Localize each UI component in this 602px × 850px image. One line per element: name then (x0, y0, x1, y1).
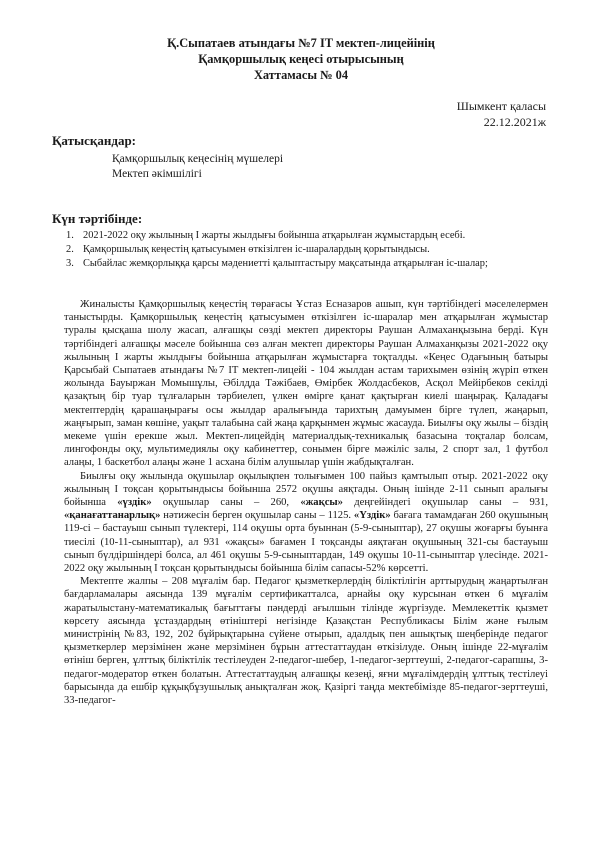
place-city: Шымкент қаласы (456, 99, 546, 113)
protocol-date: 22.12.2021ж (483, 115, 546, 129)
participant-council-members: Қамқоршылық кеңесінің мүшелері (112, 153, 284, 165)
agenda-item-number: 1. (66, 230, 74, 241)
agenda-list (66, 229, 566, 271)
agenda-heading: Күн тәртібінде: (52, 211, 143, 226)
agenda-item (66, 229, 566, 242)
agenda-item (66, 243, 566, 256)
participant-administration: Мектеп әкімшілігі (112, 168, 202, 180)
text-segment: бағага тамамдаған 260 оқушының 119-сі – бастауыш сынып түлектері, 114 оқушы орта буыннан (5-9-сыныптар), 27 оқушы жоғарғы буынға тиесілі (10-11-сыныптар), ал 931 «жақсы» бағамен I тоқсанды аяқтаған оқушының 321-сы бастауыш сынып бүлдіршіндері болса, ал 461 оқушы 5-9-сыныптардан, 149 оқушы 10-11-сыныптар үлесінде. 2021-2022 оқу жылының I тоқсан қорытындысы бойынша білім сапасы-52% көрсетті. (64, 510, 549, 575)
title-line-protocol: Хаттамасы № 04 (253, 68, 349, 82)
title-line-council: Қамқоршылық кеңесі отырысының (198, 52, 404, 66)
text-segment: Биылғы оқу жылында оқушылар оқылықпен толығымен 100 пайыз қамтылып отыр. 2021-2022 оқу жылының I тоқсан қорытындысы бойынша 2572 оқушы аяқтады. Оның ішінде 2-11 сынып аралығы бойынша (64, 470, 548, 509)
text-segment: нәтижесін берген оқушылар саны – 1125. (160, 510, 354, 522)
agenda-item-text: Қамқоршылық кеңестің қатысуымен өткізілген іс-шаралардың қорытындысы. (83, 244, 430, 255)
agenda-item (66, 257, 566, 270)
title-line-school: Қ.Сыпатаев атындағы №7 IT мектеп-лицейінің (167, 36, 435, 50)
agenda-item-text: Сыбайлас жемқорлыққа қарсы мәдениетті қалыптастыру мақсатында атқарылған іс-шалар; (83, 258, 488, 269)
agenda-item-number: 3. (66, 258, 74, 269)
text-segment: оқушылар саны – 260, (151, 497, 301, 509)
paragraph-teachers: Мектепте жалпы – 208 мұғалім бар. Педагог қызметкерлердің біліктілігін арттырудың жаңартылған бағдарламалары аясында 139 мұғалім сертификатталса, арнайы оқу курсынан өткен 6 мұғалім жаратылыстану-математикалық бағыттағы пәндерді ағылшын тілінде жүргізуде. Мемлекеттік қызмет көрсету аясында ұстаздардың өтініштері негізінде Қазақстан Республикасы Білім және ғылым министрінің №83, 192, 202 бұйрықтарына сүйене отырып, адалдық пен ашықтық шеңберінде педагог қызметкерлер мерзімінен және мерзімінен бұрын аттестаттаудан өткізілуде. Оның ішінде 22-мұғалім өтініш берген, ұлттық біліктілік тестілеуден 2-педагог-шебер, 1-педагог-зерттеуші, 2-педагог-сарапшы, 3-педагог-модератор өткен болатын. Аттестаттаудың алғашқы кезеңі, яғни мұғалімдердің ұлттық тестілеуі барысында да ешбір құқықбұзушылық анықталған жоқ. Қазіргі таңда мектебімізде 85-педагог-зерттеуші, 33-педагог- (64, 576, 548, 707)
grade-excellent-label: «үздік» (117, 497, 152, 509)
protocol-body (64, 298, 548, 707)
participants-heading: Қатысқандар: (52, 133, 137, 148)
paragraph-meeting-opening: Жиналысты Қамқоршылық кеңестің төрағасы Ұстаз Есназаров ашып, күн тәртібіндегі мәселелермен таныстырды. Қамқоршылық кеңестің қатысуымен өткізілген іс-шаралар мен атқарылған жұмыстар туралы қысқаша шолу жасап, алғашқы сөзді мектеп директоры Раушан Алмаханқызына берді. Күн тәртібіндегі алғашқы мәселе бойынша сөз алған мектеп директоры Раушан Алмаханқызы 2021-2022 оқу жылының I жарты жылдығы бойынша атқарылған жұмыстарға тоқталды. «Кеңес Одағының батыры Қарсыбай Сыпатаев атындағы №7 IT мектеп-лицейі - 104 жылдан астам тарихымен өзінің жүріп өткен жолында Бауыржан Момышұлы, Әбілдда Тәжібаев, Өмірбек Жолдасбеков, Асқол Мейірбеков секілді қазақтың бір туар тұлғаларын тәрбиелеп, үлкен өмірге қанат қақтырған киелі шаңырақ. Қаладағы мектептердің қарашаңырағы осы жылдар аралығында тарихтың дамуымен бірге түлеп, жаңарып, жаңғырып, заман көшіне, уақыт талабына сай жаңа қарқынмен жұмыс жасауда. Биылғы оқу жылы – біздің мекеме үшін ерекше жыл. Мектеп-лицейдің материалдық-техникалық базасына тоқталар болсам, лингофонды оқу, мультимедиялы оқу кабинеттер, сонымен бірге мәжіліс залы, 2 спорт зал, 1 футбол алаңы, 1 баскетбол алаңы және 1 асхана білім алушылар үшін жабдықталған. (64, 299, 548, 469)
text-segment: деңгейіндегі оқушылар саны – 931, (342, 497, 549, 509)
paragraph-student-results (64, 470, 548, 576)
grade-satisfactory-label: «қанағаттанарлық» (64, 510, 161, 522)
grade-excellent-label-2: «Үздік» (353, 510, 391, 522)
agenda-item-text: 2021-2022 оқу жылының I жарты жылдығы бойынша атқарылған жұмыстардың есебі. (83, 230, 466, 241)
grade-good-label: «жақсы» (300, 497, 343, 509)
agenda-item-number: 2. (66, 244, 74, 255)
